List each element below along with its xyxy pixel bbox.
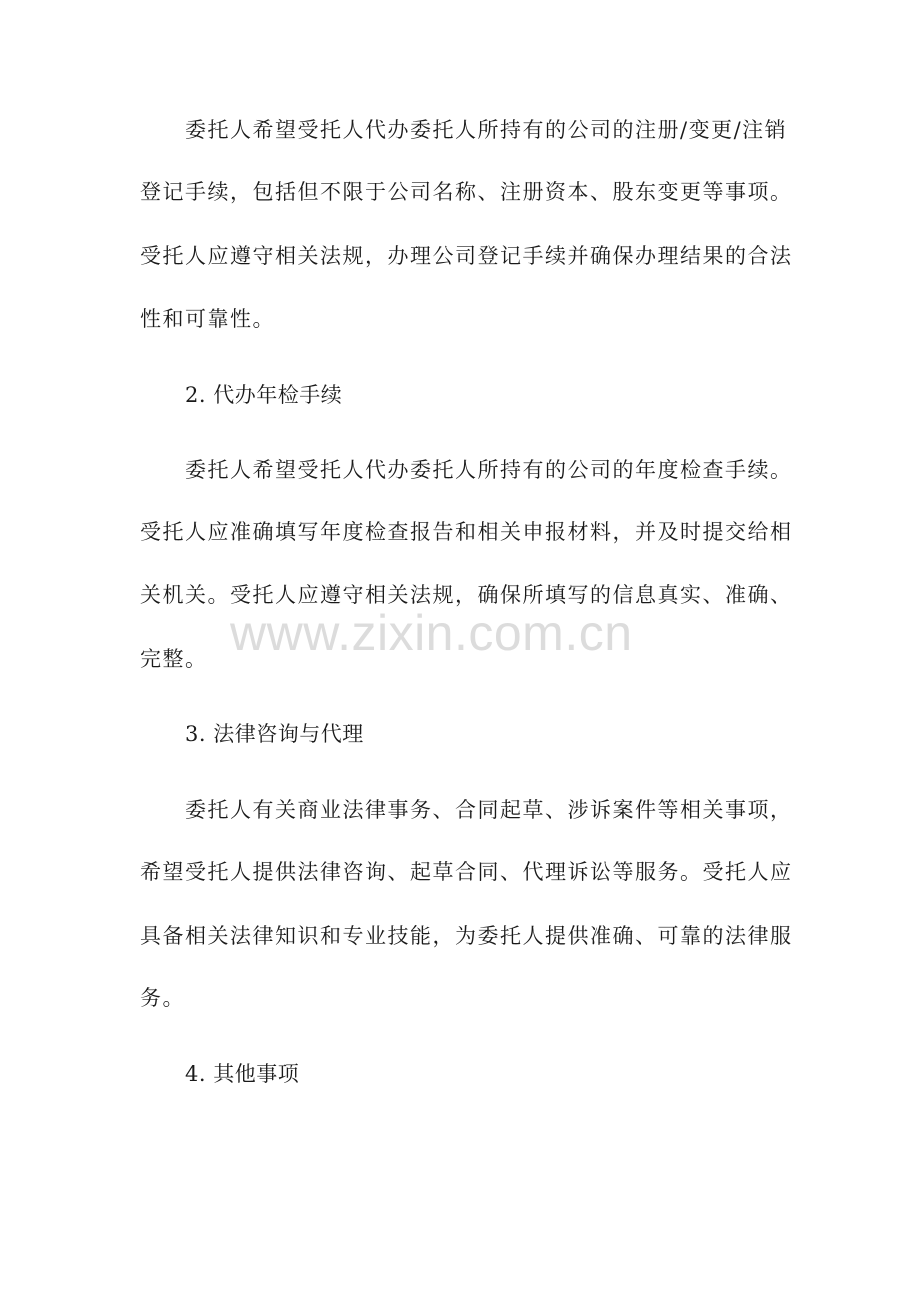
paragraph-3-line-3: 具备相关法律知识和专业技能，为委托人提供准确、可靠的法律服 [140,924,793,948]
paragraph-3-line-1: 委托人有关商业法律事务、合同起草、涉诉案件等相关事项， [185,798,793,822]
section-heading-2: 2. 代办年检手续 [185,383,343,407]
paragraph-2-line-2: 受托人应准确填写年度检查报告和相关申报材料，并及时提交给相 [140,520,793,544]
paragraph-3-line-4: 务。 [140,986,185,1010]
watermark: www.zixin.com.cn [230,605,633,661]
paragraph-1-line-3: 受托人应遵守相关法规，办理公司登记手续并确保办理结果的合法 [140,244,793,268]
paragraph-2-line-1: 委托人希望受托人代办委托人所持有的公司的年度检查手续。 [185,458,793,482]
paragraph-1-line-4: 性和可靠性。 [140,307,275,331]
paragraph-2-line-4: 完整。 [140,647,208,671]
paragraph-3-line-2: 希望受托人提供法律咨询、起草合同、代理诉讼等服务。受托人应 [140,860,793,884]
paragraph-2-line-3: 关机关。受托人应遵守相关法规，确保所填写的信息真实、准确、 [140,583,793,607]
section-heading-3: 3. 法律咨询与代理 [185,722,364,746]
paragraph-1-line-1: 委托人希望受托人代办委托人所持有的公司的注册/变更/注销 [185,118,788,142]
section-heading-4: 4. 其他事项 [185,1062,300,1086]
paragraph-1-line-2: 登记手续，包括但不限于公司名称、注册资本、股东变更等事项。 [140,180,793,204]
